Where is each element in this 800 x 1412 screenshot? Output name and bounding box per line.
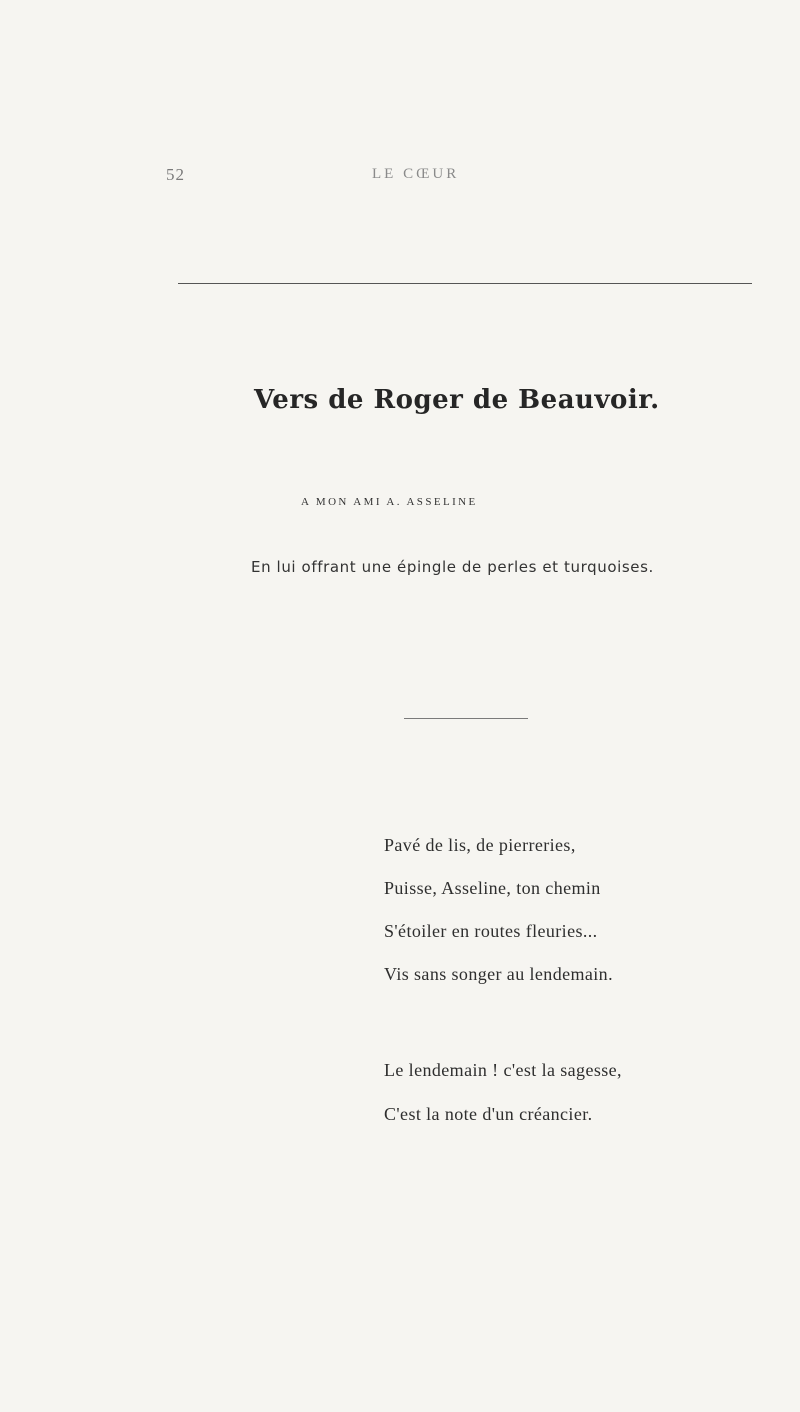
poem-subtitle: En lui offrant une épingle de perles et turquoises. bbox=[251, 558, 654, 576]
verse-line: Pavé de lis, de pierreries, bbox=[384, 835, 576, 855]
verse-line: Puisse, Asseline, ton chemin bbox=[384, 878, 601, 898]
verse-line: S'étoiler en routes fleuries... bbox=[384, 921, 598, 941]
verse-line: Vis sans songer au lendemain. bbox=[384, 964, 613, 984]
verse-line: Le lendemain ! c'est la sagesse, bbox=[384, 1060, 622, 1080]
poem-dedication: A MON AMI A. ASSELINE bbox=[301, 496, 478, 508]
running-header: LE CŒUR bbox=[372, 166, 460, 182]
poem-title: Vers de Roger de Beauvoir. bbox=[254, 385, 660, 415]
section-separator bbox=[404, 718, 528, 719]
stanza-1 bbox=[384, 831, 613, 1003]
page-number: 52 bbox=[166, 165, 185, 184]
verse-line: C'est la note d'un créancier. bbox=[384, 1104, 593, 1124]
stanza-2 bbox=[384, 1056, 622, 1144]
header-rule bbox=[178, 283, 752, 284]
